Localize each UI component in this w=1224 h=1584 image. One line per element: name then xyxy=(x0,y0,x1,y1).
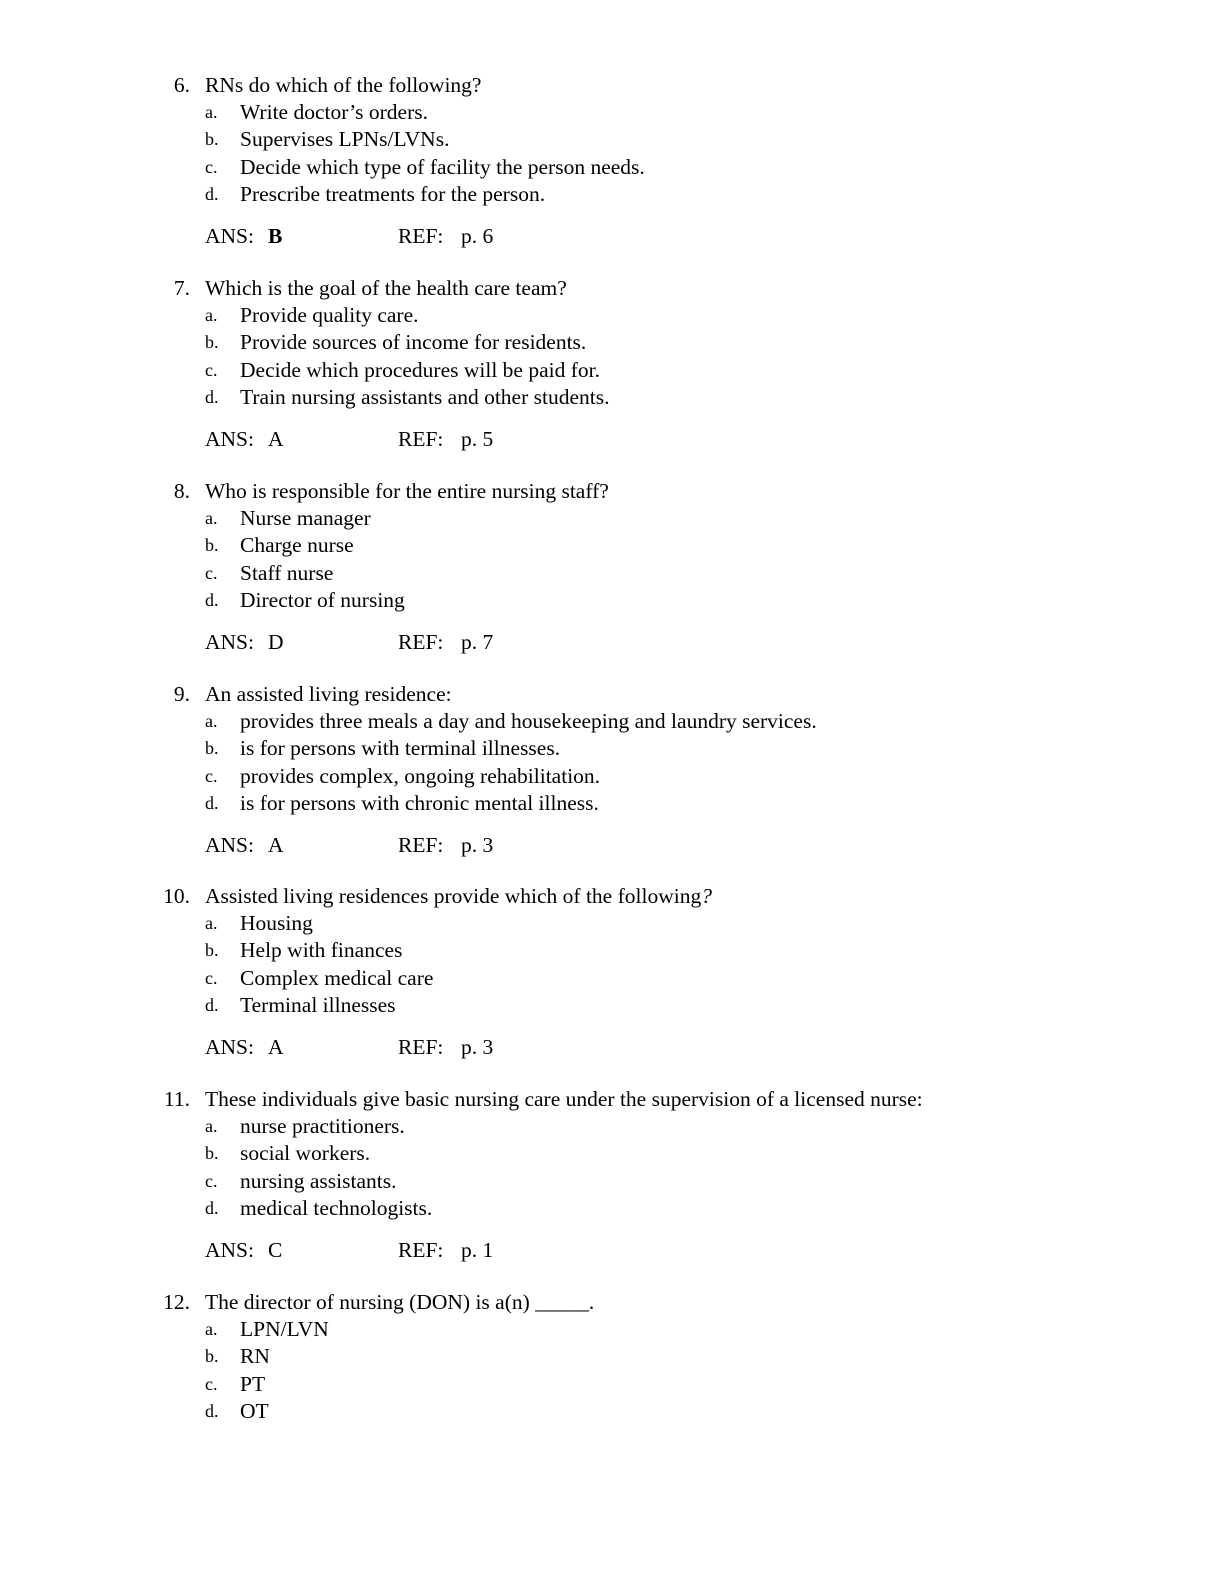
question-stem xyxy=(0,1288,1224,1316)
question-7 xyxy=(0,274,1224,453)
choice-letter: a. xyxy=(205,305,218,325)
choice-d xyxy=(0,992,1224,1019)
choice-letter: b. xyxy=(205,535,219,556)
choice-b xyxy=(0,1343,1224,1370)
choice-text: is for persons with chronic mental illness. xyxy=(240,790,599,815)
question-9 xyxy=(0,680,1224,859)
choice-letter: b. xyxy=(205,332,219,353)
answer-line xyxy=(0,1033,1224,1061)
choice-letter: a. xyxy=(205,711,218,731)
choice-a xyxy=(0,505,1224,532)
ref-label: REF: xyxy=(398,1035,444,1060)
answer-line xyxy=(0,628,1224,656)
choice-text: Decide which type of facility the person needs. xyxy=(240,154,645,179)
choice-c xyxy=(0,357,1224,384)
choice-text: Housing xyxy=(240,911,313,935)
choice-c xyxy=(0,1371,1224,1398)
question-8 xyxy=(0,477,1224,656)
choice-letter: c. xyxy=(205,1373,218,1394)
choice-text: nurse practitioners. xyxy=(240,1114,405,1138)
choice-text: Terminal illnesses xyxy=(240,992,396,1017)
question-text: Who is responsible for the entire nursing staff? xyxy=(205,479,609,503)
choice-b xyxy=(0,937,1224,964)
ans-value: A xyxy=(268,427,284,452)
ref-value: p. 6 xyxy=(461,224,494,249)
ref-label: REF: xyxy=(398,1238,444,1263)
ans-label: ANS: xyxy=(205,630,254,655)
ref-label: REF: xyxy=(398,630,444,655)
choice-c xyxy=(0,154,1224,181)
choice-text: Nurse manager xyxy=(240,506,371,530)
ans-label: ANS: xyxy=(205,427,254,452)
choice-text: Provide quality care. xyxy=(240,303,419,327)
ref-label: REF: xyxy=(398,224,444,249)
question-12 xyxy=(0,1288,1224,1425)
choice-text: Complex medical care xyxy=(240,965,434,990)
question-number: 11. xyxy=(163,1087,190,1111)
choice-letter: d. xyxy=(205,994,219,1015)
choice-letter: d. xyxy=(205,589,219,610)
ans-value: A xyxy=(268,833,284,858)
choice-a xyxy=(0,1316,1224,1343)
ref-label: REF: xyxy=(398,833,444,858)
choice-a xyxy=(0,99,1224,126)
choice-letter: b. xyxy=(205,940,219,961)
question-number: 6. xyxy=(173,73,190,97)
question-text: These individuals give basic nursing care under the supervision of a licensed nurse: xyxy=(205,1087,923,1111)
ref-label: REF: xyxy=(398,427,444,452)
choice-letter: b. xyxy=(205,129,219,150)
question-text-main: Assisted living residences provide which of the following xyxy=(205,884,702,908)
choice-text: is for persons with terminal illnesses. xyxy=(240,736,561,761)
choice-text: Staff nurse xyxy=(240,560,334,585)
ans-value: A xyxy=(268,1035,284,1060)
choice-text: Write doctor’s orders. xyxy=(240,100,428,124)
choice-letter: d. xyxy=(205,183,219,204)
choice-text: Director of nursing xyxy=(240,587,405,612)
ref-value: p. 3 xyxy=(461,833,494,858)
choice-letter: d. xyxy=(205,1197,219,1218)
choice-b xyxy=(0,329,1224,356)
choice-b xyxy=(0,126,1224,153)
choice-letter: c. xyxy=(205,1170,218,1191)
choice-letter: a. xyxy=(205,913,218,933)
question-10 xyxy=(0,882,1224,1061)
choice-letter: a. xyxy=(205,1116,218,1136)
question-stem xyxy=(0,477,1224,505)
choice-a xyxy=(0,1113,1224,1140)
question-stem xyxy=(0,71,1224,99)
ans-value: B xyxy=(268,224,283,249)
choice-letter: d. xyxy=(205,1400,219,1421)
choice-text: Help with finances xyxy=(240,938,403,963)
question-stem xyxy=(0,882,1224,910)
choice-d xyxy=(0,587,1224,614)
choice-text: medical technologists. xyxy=(240,1195,433,1220)
choice-a xyxy=(0,708,1224,735)
choice-letter: c. xyxy=(205,156,218,177)
question-number: 12. xyxy=(163,1290,190,1314)
choice-c xyxy=(0,763,1224,790)
question-number: 9. xyxy=(173,682,190,706)
choice-letter: d. xyxy=(205,386,219,407)
choice-b xyxy=(0,1140,1224,1167)
ans-value: C xyxy=(268,1238,283,1263)
choice-text: Prescribe treatments for the person. xyxy=(240,181,546,206)
choice-letter: c. xyxy=(205,562,218,583)
question-stem xyxy=(0,680,1224,708)
ref-value: p. 3 xyxy=(461,1035,494,1060)
choice-text: Train nursing assistants and other students. xyxy=(240,384,610,409)
choice-letter: b. xyxy=(205,1346,219,1367)
choice-b xyxy=(0,735,1224,762)
ans-value: D xyxy=(268,630,284,655)
choice-c xyxy=(0,560,1224,587)
question-stem xyxy=(0,1085,1224,1113)
ref-value: p. 1 xyxy=(461,1238,494,1263)
choice-letter: b. xyxy=(205,1143,219,1164)
ref-value: p. 5 xyxy=(461,427,494,452)
ref-value: p. 7 xyxy=(461,630,494,655)
answer-line xyxy=(0,831,1224,859)
question-text: Which is the goal of the health care team? xyxy=(205,276,567,300)
question-number: 7. xyxy=(173,276,190,300)
question-text: The director of nursing (DON) is a(n) _____. xyxy=(205,1290,595,1314)
choice-d xyxy=(0,1195,1224,1222)
choice-d xyxy=(0,181,1224,208)
question-text: An assisted living residence: xyxy=(205,682,452,706)
choice-a xyxy=(0,910,1224,937)
choice-text: provides complex, ongoing rehabilitation. xyxy=(240,763,601,788)
question-text-suffix: ? xyxy=(701,884,712,908)
choice-text: provides three meals a day and housekeeping and laundry services. xyxy=(240,709,817,733)
choice-text: Supervises LPNs/LVNs. xyxy=(240,127,450,152)
question-number: 10. xyxy=(163,884,190,908)
choice-c xyxy=(0,965,1224,992)
question-stem xyxy=(0,274,1224,302)
answer-line xyxy=(0,1236,1224,1264)
choice-letter: c. xyxy=(205,765,218,786)
question-6 xyxy=(0,71,1224,250)
choice-text: nursing assistants. xyxy=(240,1168,397,1193)
choice-text: LPN/LVN xyxy=(240,1317,329,1341)
choice-letter: a. xyxy=(205,1319,218,1339)
choice-a xyxy=(0,302,1224,329)
choice-text: Charge nurse xyxy=(240,533,354,558)
choice-text: RN xyxy=(240,1344,270,1369)
choice-text: Provide sources of income for residents. xyxy=(240,330,587,355)
question-text: RNs do which of the following? xyxy=(205,73,482,97)
question-11 xyxy=(0,1085,1224,1264)
answer-line xyxy=(0,425,1224,453)
choice-text: OT xyxy=(240,1398,269,1423)
choice-text: social workers. xyxy=(240,1141,371,1166)
choice-d xyxy=(0,1398,1224,1425)
choice-letter: c. xyxy=(205,967,218,988)
choice-c xyxy=(0,1168,1224,1195)
ans-label: ANS: xyxy=(205,1238,254,1263)
choice-text: Decide which procedures will be paid for. xyxy=(240,357,600,382)
ans-label: ANS: xyxy=(205,224,254,249)
choice-text: PT xyxy=(240,1371,266,1396)
ans-label: ANS: xyxy=(205,1035,254,1060)
choice-letter: a. xyxy=(205,102,218,122)
answer-line xyxy=(0,222,1224,250)
choice-letter: a. xyxy=(205,508,218,528)
question-number: 8. xyxy=(173,479,190,503)
ans-label: ANS: xyxy=(205,833,254,858)
choice-letter: c. xyxy=(205,359,218,380)
question-text xyxy=(205,882,712,910)
choice-b xyxy=(0,532,1224,559)
choice-d xyxy=(0,384,1224,411)
choice-letter: b. xyxy=(205,738,219,759)
choice-d xyxy=(0,790,1224,817)
choice-letter: d. xyxy=(205,792,219,813)
